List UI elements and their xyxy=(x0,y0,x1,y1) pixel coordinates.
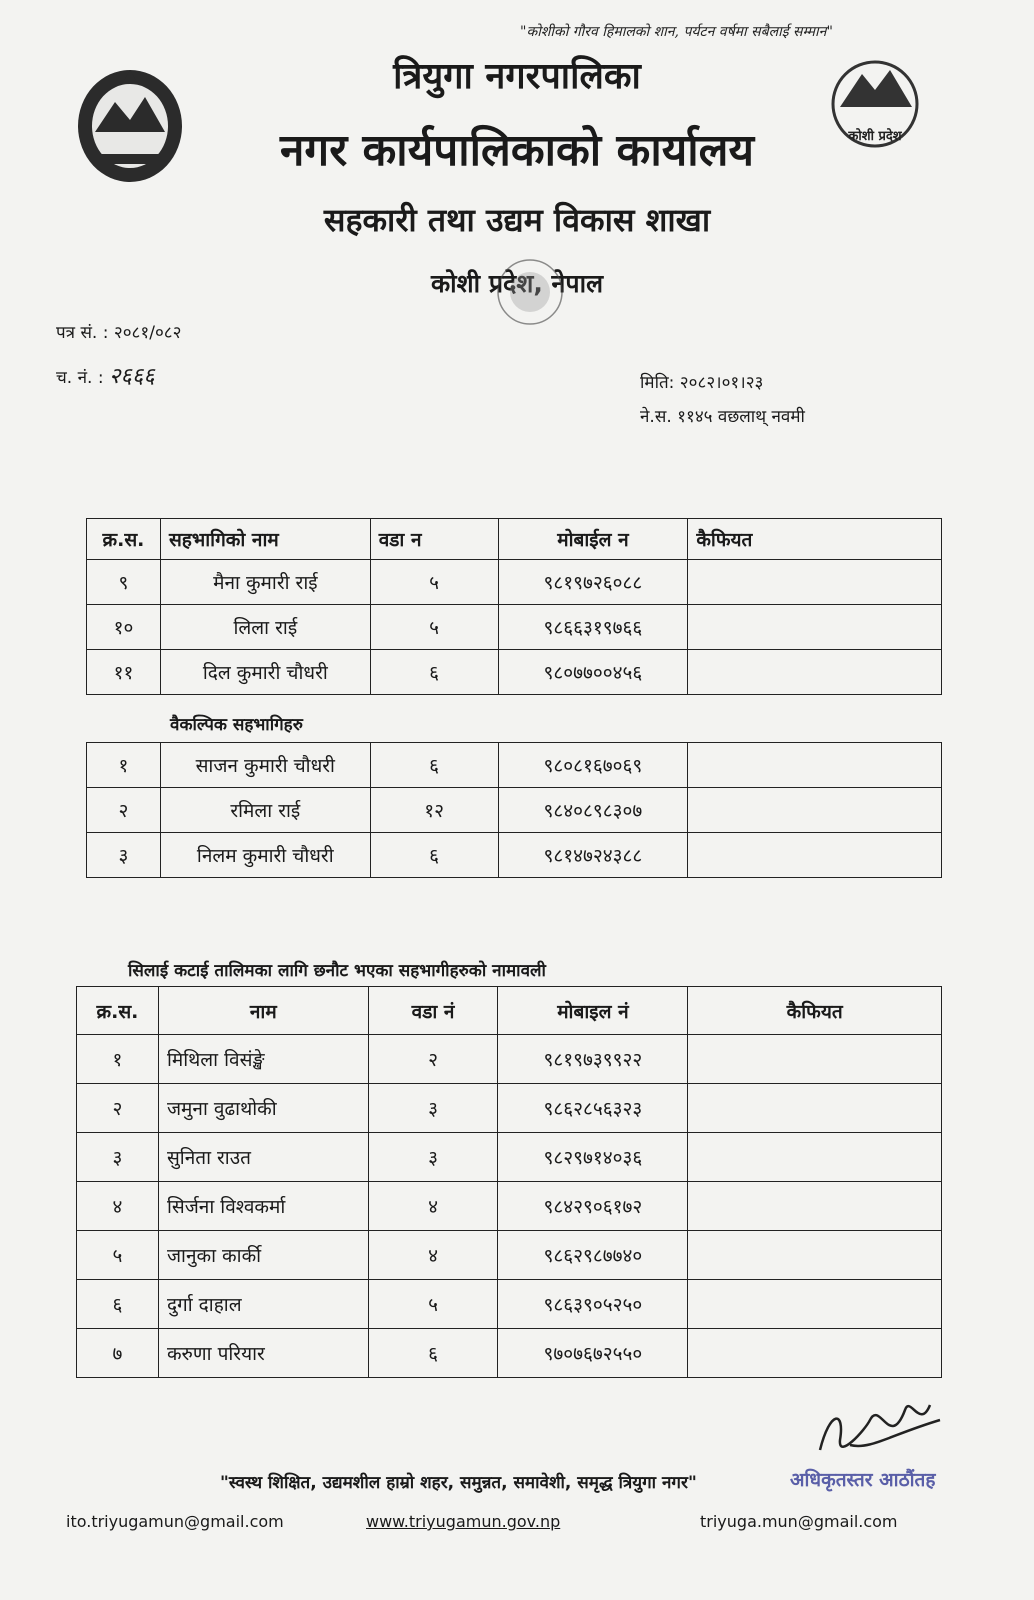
col-ward: वडा नं xyxy=(368,987,498,1035)
col-mobile: मोबाइल नं xyxy=(498,987,688,1035)
cell-sn: ११ xyxy=(87,650,161,695)
col-sn: क्र.स. xyxy=(77,987,159,1035)
dispatch-label: च. नं. : xyxy=(56,368,104,388)
office-name: नगर कार्यपालिकाको कार्यालय xyxy=(280,125,754,176)
office-seal-stamp xyxy=(450,252,610,372)
tailoring-participants-table xyxy=(76,986,942,1378)
koshi-logo-text: कोशी प्रदेश xyxy=(848,129,902,144)
cell-name: दुर्गा दाहाल xyxy=(158,1280,368,1329)
cell-mobile: ९८०८१६७०६९ xyxy=(498,743,688,788)
col-ward: वडा न xyxy=(370,519,498,560)
col-sn: क्र.स. xyxy=(87,519,161,560)
cell-sn: ५ xyxy=(77,1231,159,1280)
alternate-participants-heading: वैकल्पिक सहभागिहरु xyxy=(170,715,303,735)
cell-sn: १० xyxy=(87,605,161,650)
cell-name: जमुना वुढाथोकी xyxy=(158,1084,368,1133)
table-row xyxy=(87,605,942,650)
cell-remarks xyxy=(688,1084,942,1133)
cell-mobile: ९८६२९८७७४० xyxy=(498,1231,688,1280)
cell-name: निलम कुमारी चौधरी xyxy=(160,833,370,878)
nepal-sambat-date: ने.स. ११४५ वछलाथ् नवमी xyxy=(640,407,805,427)
cell-remarks xyxy=(688,605,942,650)
letter-number: पत्र सं. : २०८१/०८२ xyxy=(56,323,182,343)
cell-name: लिला राई xyxy=(160,605,370,650)
cell-remarks xyxy=(688,1133,942,1182)
cell-ward: ५ xyxy=(370,560,498,605)
table-row xyxy=(77,1182,942,1231)
cell-remarks xyxy=(688,833,942,878)
cell-mobile: ९८४२९०६१७२ xyxy=(498,1182,688,1231)
cell-remarks xyxy=(688,1280,942,1329)
cell-sn: १ xyxy=(77,1035,159,1084)
cell-name: मिथिला विसंङ्खे xyxy=(158,1035,368,1084)
table-row xyxy=(87,833,942,878)
col-name: नाम xyxy=(158,987,368,1035)
cell-sn: ४ xyxy=(77,1182,159,1231)
col-remarks: कैफियत xyxy=(688,987,942,1035)
cell-mobile: ९८४०८९८३०७ xyxy=(498,788,688,833)
cell-mobile: ९८६६३१९७६६ xyxy=(498,605,688,650)
cell-ward: ६ xyxy=(370,833,498,878)
table-row xyxy=(77,1231,942,1280)
cell-ward: ६ xyxy=(370,743,498,788)
table-row xyxy=(87,788,942,833)
cell-remarks xyxy=(688,743,942,788)
cell-name: रमिला राई xyxy=(160,788,370,833)
cell-ward: १२ xyxy=(370,788,498,833)
cell-remarks xyxy=(688,1182,942,1231)
cell-name: साजन कुमारी चौधरी xyxy=(160,743,370,788)
cell-ward: ४ xyxy=(368,1182,498,1231)
cell-sn: ७ xyxy=(77,1329,159,1378)
cell-ward: ५ xyxy=(368,1280,498,1329)
table-row xyxy=(87,560,942,605)
cell-name: मैना कुमारी राई xyxy=(160,560,370,605)
cell-sn: २ xyxy=(87,788,161,833)
cell-mobile: ९७०७६७२५५० xyxy=(498,1329,688,1378)
branch-name: सहकारी तथा उद्यम विकास शाखा xyxy=(323,201,711,239)
cell-ward: ५ xyxy=(370,605,498,650)
cell-remarks xyxy=(688,1231,942,1280)
cell-name: दिल कुमारी चौधरी xyxy=(160,650,370,695)
cell-mobile: ९८०७७००४५६ xyxy=(498,650,688,695)
table-row xyxy=(77,1280,942,1329)
cell-ward: ६ xyxy=(370,650,498,695)
cell-ward: ४ xyxy=(368,1231,498,1280)
section-heading: सिलाई कटाई तालिमका लागि छनौट भएका सहभागीहरुको नामावली xyxy=(128,961,546,981)
cell-remarks xyxy=(688,1329,942,1378)
dispatch-row xyxy=(56,360,155,390)
cell-sn: ३ xyxy=(77,1133,159,1182)
table-row xyxy=(77,1133,942,1182)
officer-stamp: अधिकृतस्तर आठौंतह xyxy=(790,1466,935,1492)
table-row xyxy=(87,650,942,695)
cell-name: करुणा परियार xyxy=(158,1329,368,1378)
email-ito[interactable]: ito.triyugamun@gmail.com xyxy=(66,1512,284,1531)
cell-remarks xyxy=(688,788,942,833)
cell-sn: ६ xyxy=(77,1280,159,1329)
table-row xyxy=(77,1035,942,1084)
cell-sn: २ xyxy=(77,1084,159,1133)
cell-ward: ३ xyxy=(368,1133,498,1182)
cell-mobile: ९८१९७३९९२२ xyxy=(498,1035,688,1084)
table-row xyxy=(77,1084,942,1133)
signature xyxy=(810,1390,950,1470)
date: मिति: २०८२।०१।२३ xyxy=(640,373,764,393)
cell-mobile: ९८१९७२६०८८ xyxy=(498,560,688,605)
municipality-name: त्रियुगा नगरपालिका xyxy=(393,56,641,97)
col-remarks: कैफियत xyxy=(688,519,942,560)
cell-name: जानुका कार्की xyxy=(158,1231,368,1280)
cell-remarks xyxy=(688,1035,942,1084)
cell-ward: ६ xyxy=(368,1329,498,1378)
cell-mobile: ९८२९७१४०३६ xyxy=(498,1133,688,1182)
cell-mobile: ९८१४७२४३८८ xyxy=(498,833,688,878)
cell-name: सुनिता राउत xyxy=(158,1133,368,1182)
cell-ward: ३ xyxy=(368,1084,498,1133)
cell-mobile: ९८६३९०५२५० xyxy=(498,1280,688,1329)
col-mobile: मोबाईल न xyxy=(498,519,688,560)
cell-remarks xyxy=(688,560,942,605)
cell-ward: २ xyxy=(368,1035,498,1084)
dispatch-number: २६६६ xyxy=(108,364,155,389)
cell-mobile: ९८६२८५६३२३ xyxy=(498,1084,688,1133)
email-municipality[interactable]: triyuga.mun@gmail.com xyxy=(700,1512,898,1531)
slogan: "कोशीको गौरव हिमालको शान, पर्यटन वर्षमा सबैलाई सम्मान" xyxy=(520,24,833,40)
alternate-participants-table xyxy=(86,742,942,878)
table-row xyxy=(77,1329,942,1378)
province-name: कोशी प्रदेश, नेपाल xyxy=(430,269,604,298)
website-link[interactable]: www.triyugamun.gov.np xyxy=(366,1512,561,1531)
cell-sn: १ xyxy=(87,743,161,788)
cell-sn: ९ xyxy=(87,560,161,605)
footer-quote: "स्वस्थ शिक्षित, उद्यमशील हाम्रो शहर, समुन्नत, समावेशी, समृद्ध त्रियुगा नगर" xyxy=(220,1473,697,1493)
table-row xyxy=(87,743,942,788)
cell-remarks xyxy=(688,650,942,695)
cell-sn: ३ xyxy=(87,833,161,878)
participants-table xyxy=(86,518,942,695)
cell-name: सिर्जना विश्वकर्मा xyxy=(158,1182,368,1231)
col-name: सहभागिको नाम xyxy=(160,519,370,560)
koshi-province-logo xyxy=(820,52,930,162)
